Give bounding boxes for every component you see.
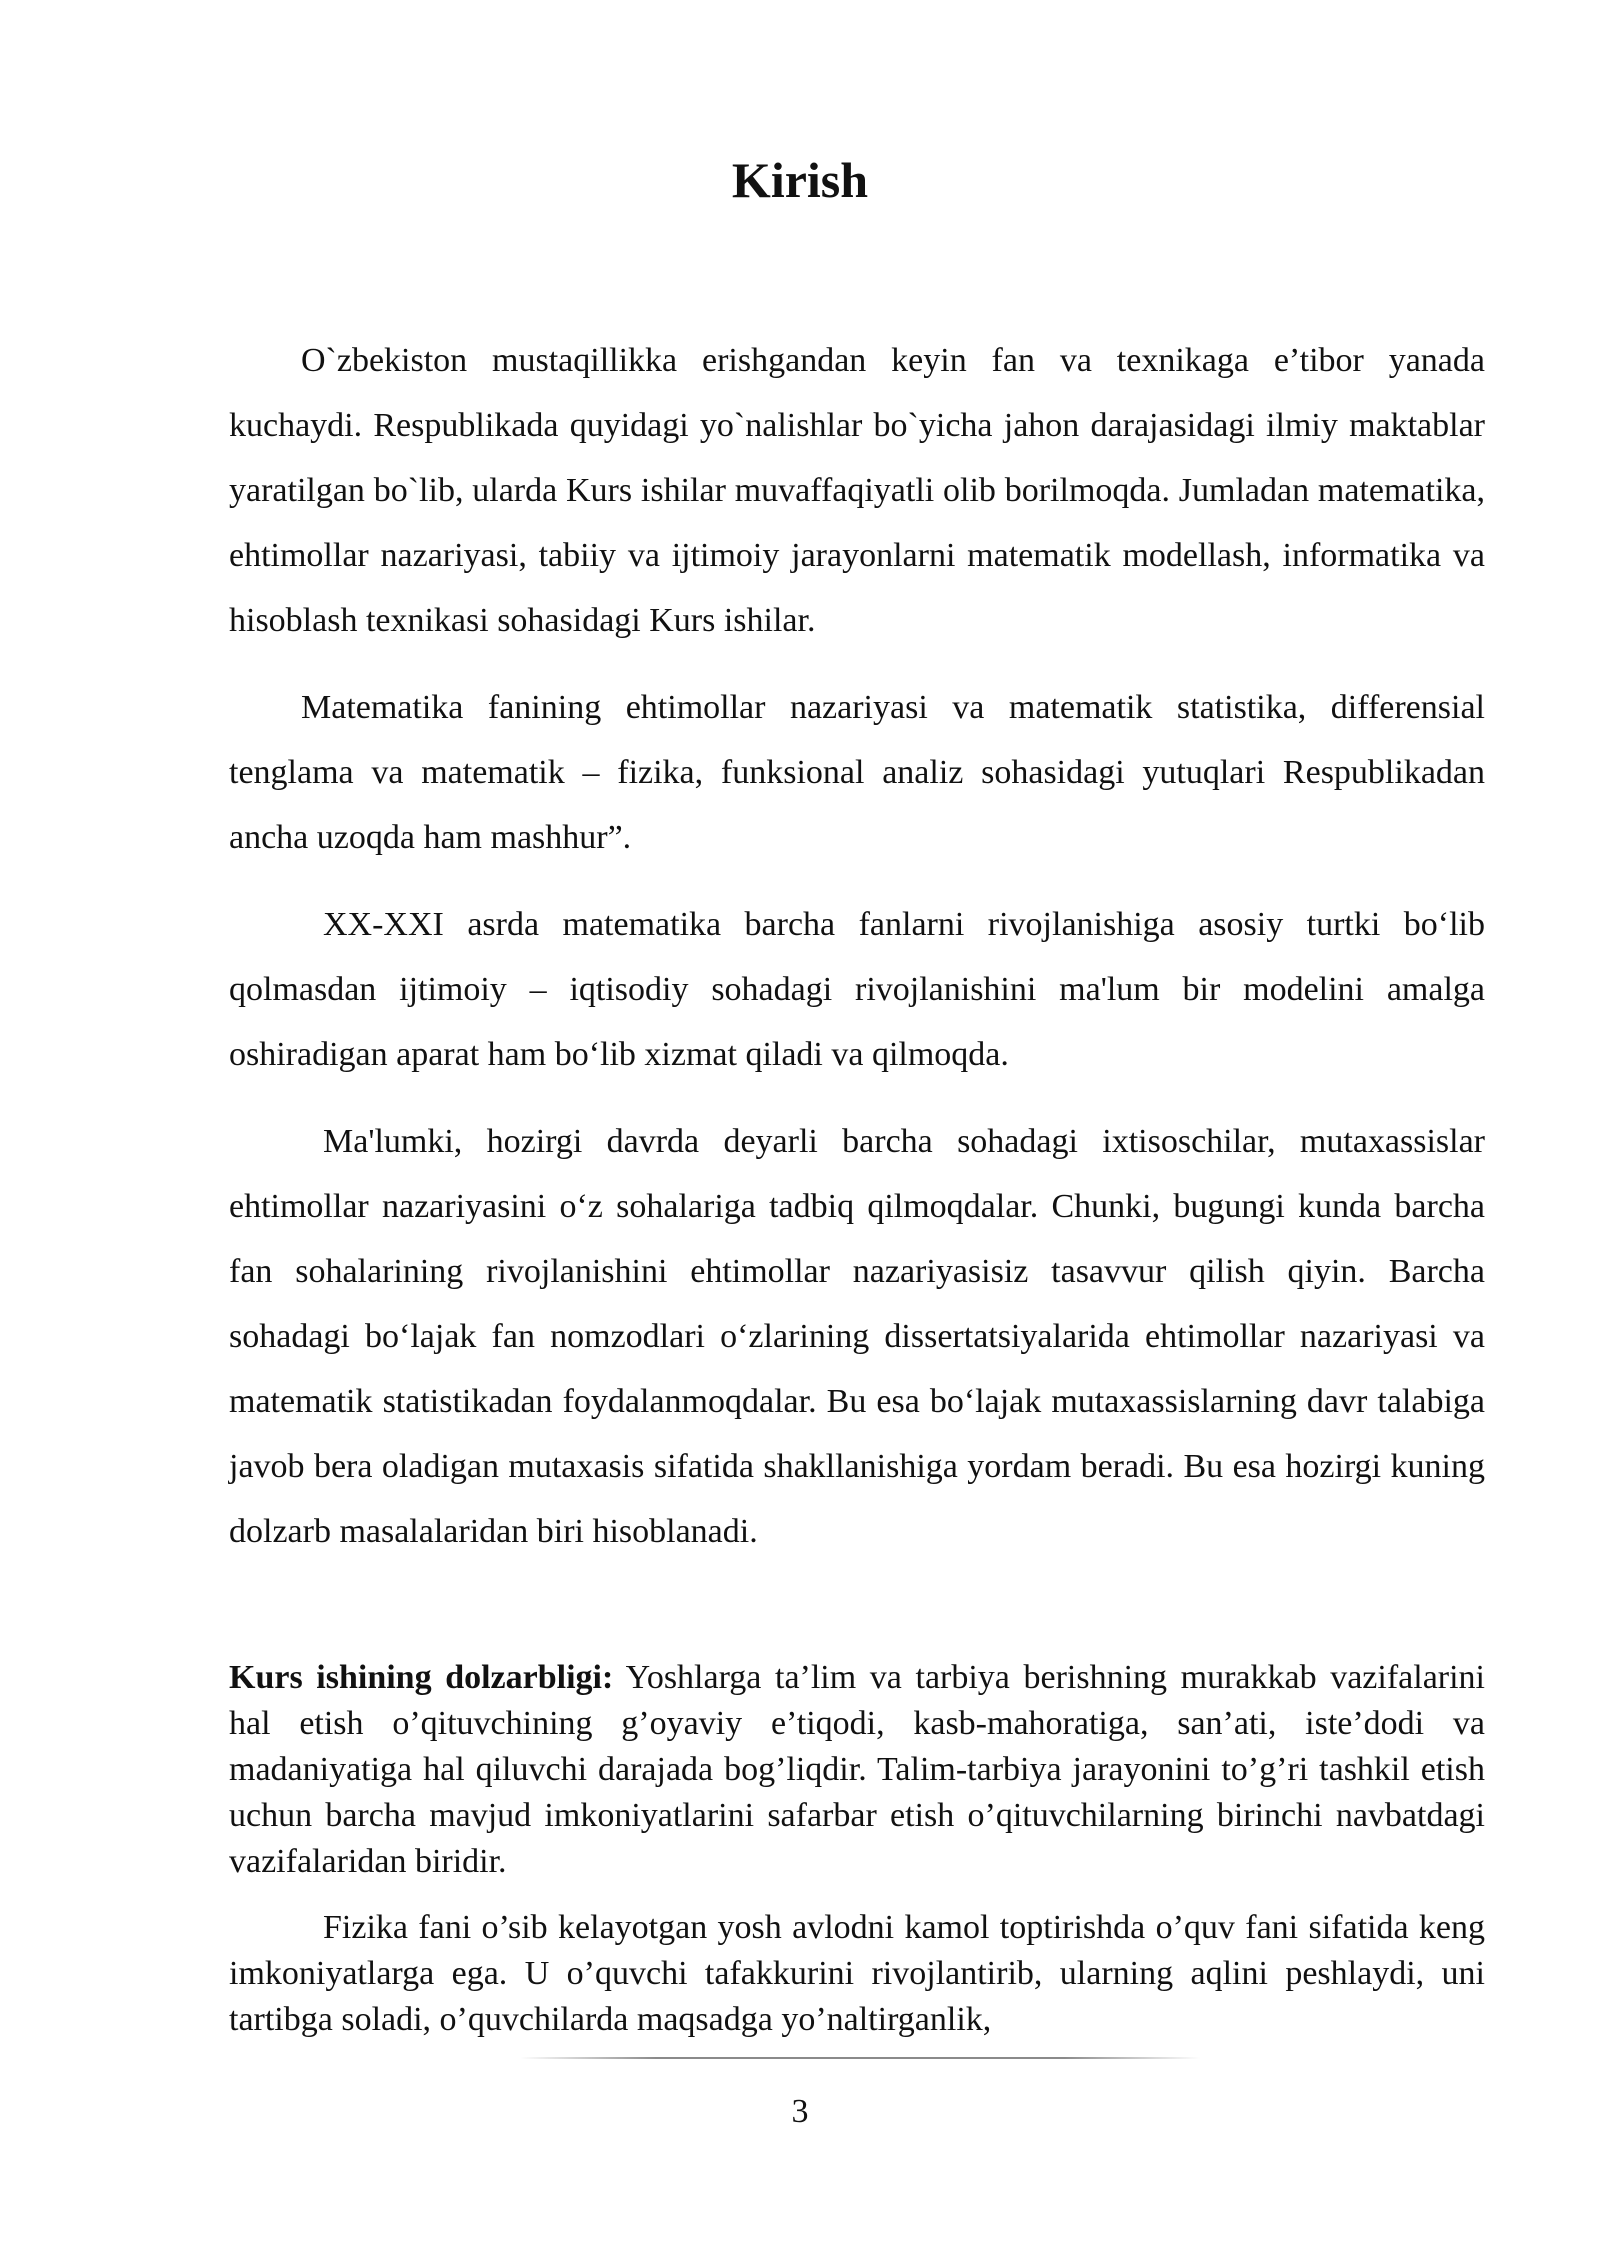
page-number: 3 (791, 2093, 809, 2130)
paragraph-relevance (229, 1655, 1485, 1885)
paragraph-independence: O`zbekiston mustaqillikka erishgandan keyin fan va texnikaga e’tibor yanada kuchaydi. Respublikada quyidagi yo`nalishlar bo`yicha jahon darajasidagi ilmiy maktablar yaratilgan bo`lib, ularda Kurs ishilar muvaffaqiyatli olib borilmoqda. Jumladan matematika, ehtimollar nazariyasi, tabiiy va ijtimoiy jarayonlarni matematik modellash, informatika va hisoblash texnikasi sohasidagi Kurs ishilar. (229, 342, 1485, 639)
intro-text-block (229, 328, 1485, 1586)
relevance-heading: Kurs ishining dolzarbligi: (229, 1659, 614, 1696)
paragraph-probability-theory: Ma'lumki, hozirgi davrda deyarli barcha sohadagi ixtisoschilar, mutaxassislar ehtimollar nazariyasini o‘z sohalariga tadbiq qilmoqdalar. Chunki, bugungi kunda barcha fan sohalarining rivojlanishini ehtimollar nazariyasisiz tasavvur qilish qiyin. Barcha sohadagi bo‘lajak fan nomzodlari o‘zlarining dissertatsiyalarida ehtimollar nazariyasi va matematik statistikadan foydalanmoqdalar. Bu esa bo‘lajak mutaxassislarning davr talabiga javob bera oladigan mutaxasis sifatida shakllanishiga yordam beradi. Bu esa hozirgi kuning dolzarb masalalaridan biri hisoblanadi. (229, 1123, 1485, 1550)
paragraph-physics: Fizika fani o’sib kelayotgan yosh avlodni kamol toptirishda o’quv fani sifatida keng imkoniyatlarga ega. U o’quvchi tafakkurini rivojlantirib, ularning aqlini peshlaydi, uni tartibga soladi, o’quvchilarda maqsadga yo’naltirganlik, (229, 1909, 1485, 2038)
paragraph-mathematics-achievements: Matematika fanining ehtimollar nazariyasi va matematik statistika, differensial tenglama va matematik – fizika, funksional analiz sohasidagi yutuqlari Respublikadan ancha uzoqda ham mashhur”. (229, 689, 1485, 856)
relevance-text: Yoshlarga ta’lim va tarbiya berishning murakkab vazifalarini hal etish o’qituvchining g’oyaviy e’tiqodi, kasb-mahoratiga, san’ati, iste’dodi va madaniyatiga hal qiluvchi darajada bog’liqdir. Talim-tarbiya jarayonini to’g’ri tashkil etish uchun barcha mavjud imkoniyatlarini safarbar etish o’qituvchilarning birinchi navbatdagi vazifalaridan biridir. (229, 1659, 1486, 1880)
paragraph-xx-xxi-century: XX-XXI asrda matematika barcha fanlarni rivojlanishiga asosiy turtki bo‘lib qolmasdan ijtimoiy – iqtisodiy sohadagi rivojlanishini ma'lum bir modelini amalga oshiradigan aparat ham bo‘lib xizmat qiladi va qilmoqda. (229, 906, 1485, 1073)
footer-divider (520, 2057, 1200, 2059)
relevance-text-block (229, 1655, 1485, 2063)
page-title: Kirish (731, 152, 869, 208)
